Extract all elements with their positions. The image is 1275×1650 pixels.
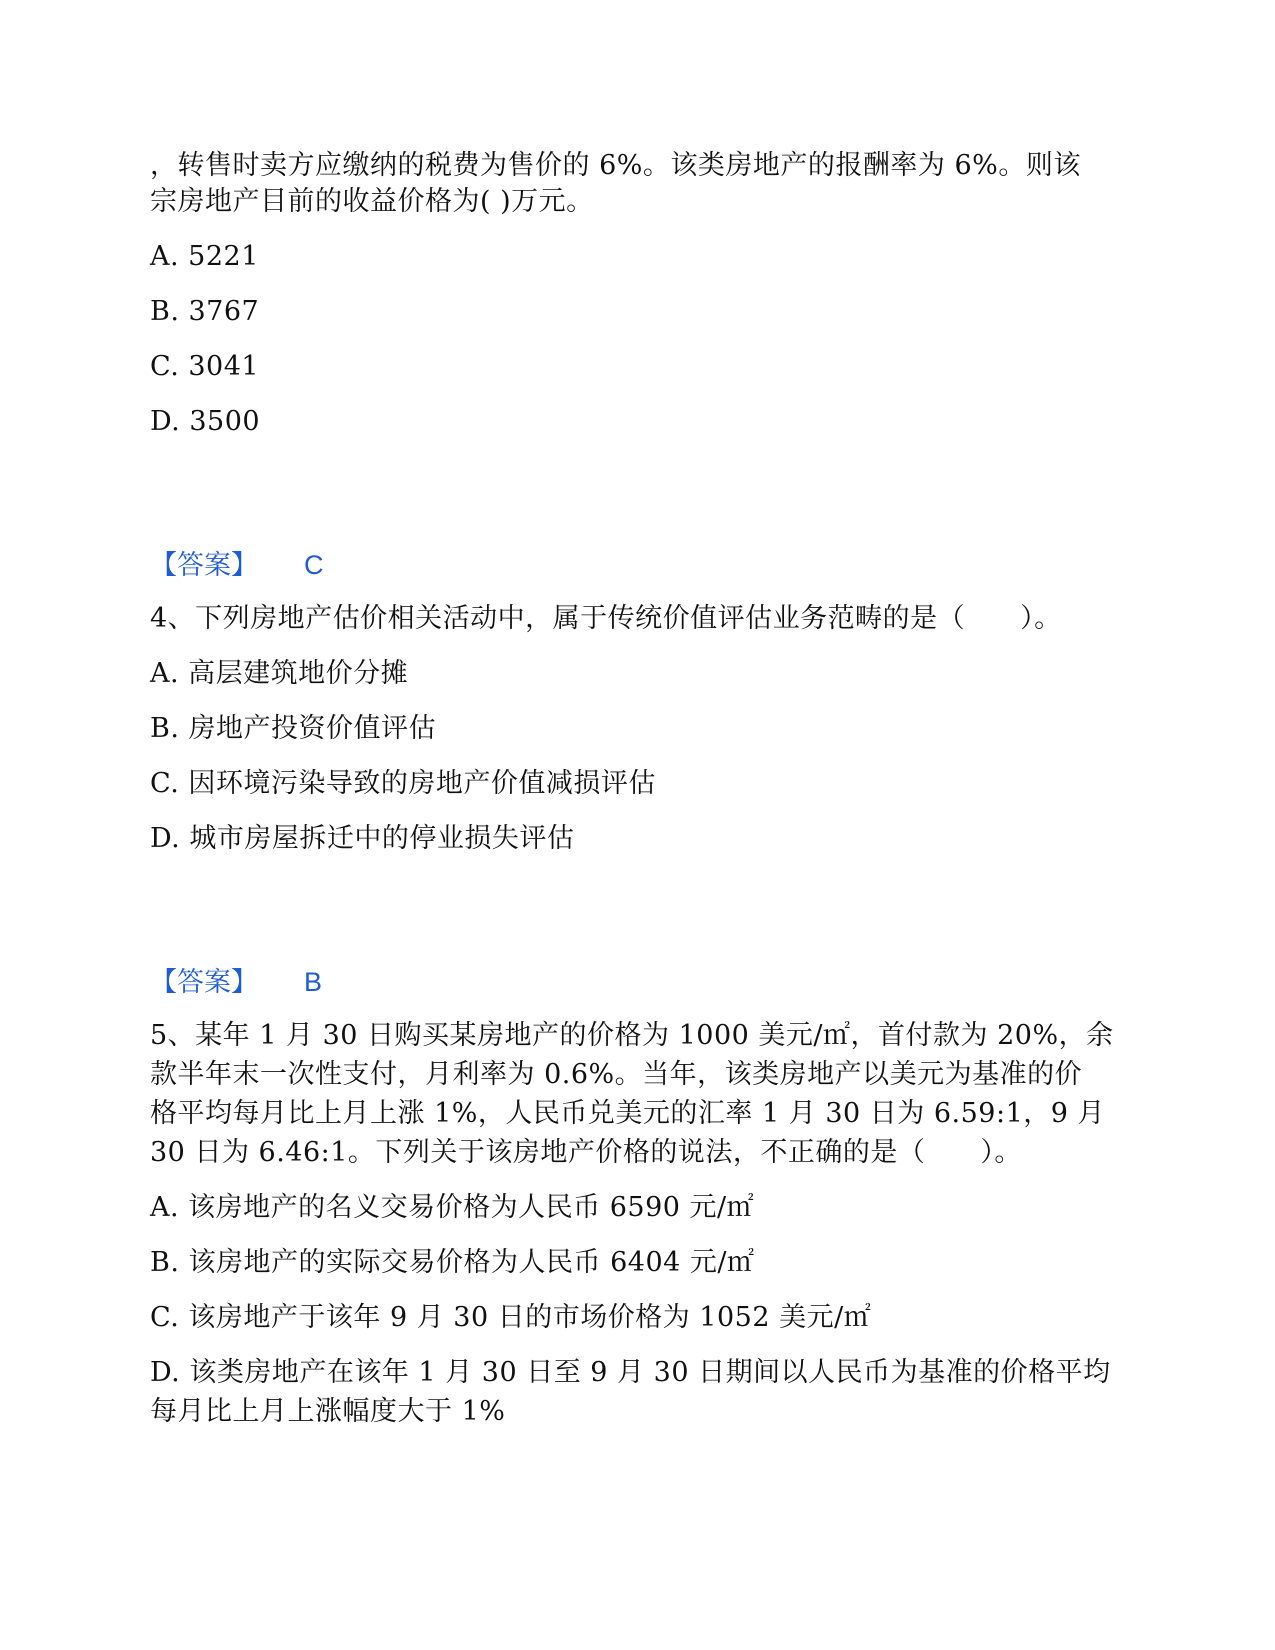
q3-stem-line-2: 宗房地产目前的收益价格为( )万元。 [150, 186, 594, 217]
q3-answer [150, 547, 324, 584]
q3-option-a: A. 5221 [150, 241, 259, 272]
q5-stem-line-3: 格平均每月比上月上涨 1%，人民币兑美元的汇率 1 月 30 日为 6.59:1，9 月 [150, 1098, 1106, 1129]
q5-option-c: C. 该房地产于该年 9 月 30 日的市场价格为 1052 美元/㎡ [150, 1302, 872, 1333]
q5-stem-line-2: 款半年末一次性支付，月利率为 0.6%。当年，该类房地产以美元为基准的价 [150, 1059, 1083, 1090]
q3-option-b: B. 3767 [150, 296, 260, 327]
q4-option-a: A. 高层建筑地价分摊 [150, 658, 409, 689]
q4-answer-label: 【答案】 [150, 967, 258, 998]
q3-answer-label: 【答案】 [150, 550, 258, 581]
q5-stem-line-4: 30 日为 6.46:1。下列关于该房地产价格的说法，不正确的是（ ）。 [150, 1137, 1022, 1168]
q4-answer [150, 964, 322, 1001]
q5-option-d-line-1: D. 该类房地产在该年 1 月 30 日至 9 月 30 日期间以人民币为基准的价格平均 [150, 1357, 1111, 1388]
q3-option-c: C. 3041 [150, 351, 260, 382]
q5-option-b: B. 该房地产的实际交易价格为人民币 6404 元/㎡ [150, 1247, 755, 1278]
q3-option-d: D. 3500 [150, 406, 261, 437]
q4-option-d: D. 城市房屋拆迁中的停业损失评估 [150, 823, 575, 854]
q5-option-d-line-2: 每月比上月上涨幅度大于 1% [150, 1396, 506, 1427]
q4-stem: 4、下列房地产估价相关活动中，属于传统价值评估业务范畴的是（ ）。 [150, 603, 1062, 634]
q4-option-b: B. 房地产投资价值评估 [150, 713, 437, 744]
q5-stem-line-1: 5、某年 1 月 30 日购买某房地产的价格为 1000 美元/㎡，首付款为 20%，余 [150, 1020, 1114, 1051]
q4-answer-value: B [304, 967, 323, 997]
q5-option-a: A. 该房地产的名义交易价格为人民币 6590 元/㎡ [150, 1192, 755, 1223]
q3-stem-line-1: ，转售时卖方应缴纳的税费为售价的 6%。该类房地产的报酬率为 6%。则该 [150, 150, 1081, 181]
q3-answer-value: C [304, 550, 324, 580]
q4-option-c: C. 因环境污染导致的房地产价值减损评估 [150, 768, 656, 799]
